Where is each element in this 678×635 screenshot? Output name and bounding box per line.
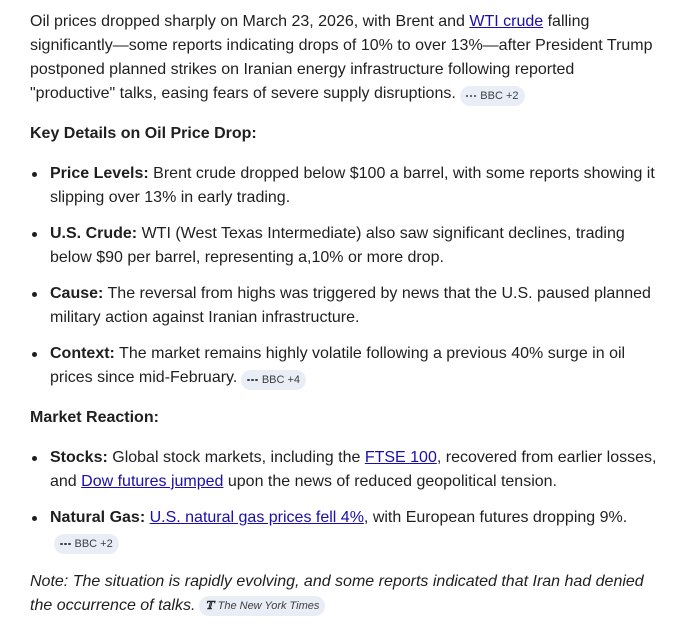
note-paragraph: [30, 570, 670, 618]
source-chip-nyt[interactable]: [199, 596, 325, 616]
list-item-text: The reversal from highs was triggered by news that the U.S. paused planned military action against Iranian infrastructure.: [50, 285, 651, 326]
market-reaction-heading: Market Reaction:: [30, 409, 159, 426]
list-item-price-levels: [30, 162, 660, 210]
key-details-heading: Key Details on Oil Price Drop:: [30, 125, 257, 142]
list-item-text: Brent crude dropped below $100 a barrel, with some reports showing it slipping over 13% in early trading.: [50, 165, 655, 206]
list-item-term: Natural Gas:: [50, 509, 146, 526]
more-sources-icon: [466, 95, 477, 98]
more-sources-icon: [247, 379, 258, 382]
more-sources-icon: [60, 543, 71, 546]
wti-crude-link[interactable]: WTI crude: [469, 13, 544, 30]
nyt-logo-icon: 𝕋: [205, 599, 214, 612]
list-item-term: Cause:: [50, 285, 104, 302]
natural-gas-link[interactable]: U.S. natural gas prices fell 4%: [149, 509, 364, 526]
note-text: Note: The situation is rapidly evolving, and some reports indicated that Iran had denied the occurrence of talks.: [30, 573, 644, 614]
source-chip-label: The New York Times: [217, 600, 320, 612]
intro-text-2: falling significantly—some reports indicating drops of 10% to over 13%—after President Trump postponed planned strikes on Iranian energy infrastructure following reported "productive" talks, easing fears of severe supply disruptions.: [30, 13, 653, 102]
list-item-stocks: [30, 446, 660, 494]
source-chip-label: BBC +2: [74, 537, 113, 550]
source-chip-label: BBC +4: [261, 373, 301, 386]
list-item-natural-gas: [30, 506, 660, 554]
list-item-text: upon the news of reduced geopolitical tension.: [223, 473, 557, 490]
intro-paragraph: [30, 10, 660, 106]
list-item-text: The market remains highly volatile following a previous 40% surge in oil prices since mid-February.: [50, 345, 626, 386]
list-item-cause: [30, 282, 660, 330]
source-chip-label: BBC +2: [480, 89, 519, 102]
list-item-text: WTI (West Texas Intermediate) also saw significant declines, trading below $90 per barrel, representing a,10% or more drop.: [50, 225, 625, 266]
list-item-text: , recovered from earlier losses, and: [50, 449, 657, 490]
dow-futures-link[interactable]: Dow futures jumped: [81, 473, 224, 490]
source-chip-natural-gas[interactable]: [54, 534, 119, 554]
list-item-term: U.S. Crude:: [50, 225, 138, 242]
list-item-term: Price Levels:: [50, 165, 149, 182]
market-reaction-list: [30, 446, 670, 554]
key-details-list: [30, 162, 670, 390]
list-item-us-crude: [30, 222, 660, 270]
source-chip-context[interactable]: [241, 370, 306, 390]
list-item-context: [30, 342, 660, 390]
list-item-term: Stocks:: [50, 449, 108, 466]
list-item-term: Context:: [50, 345, 115, 362]
list-item-text: , with European futures dropping 9%.: [363, 509, 628, 526]
list-item-text: Global stock markets, including the: [107, 449, 365, 466]
source-chip-intro[interactable]: [460, 86, 525, 106]
intro-text-1: Oil prices dropped sharply on March 23, 2026, with Brent and: [30, 13, 470, 30]
ftse-100-link[interactable]: FTSE 100: [364, 449, 437, 466]
